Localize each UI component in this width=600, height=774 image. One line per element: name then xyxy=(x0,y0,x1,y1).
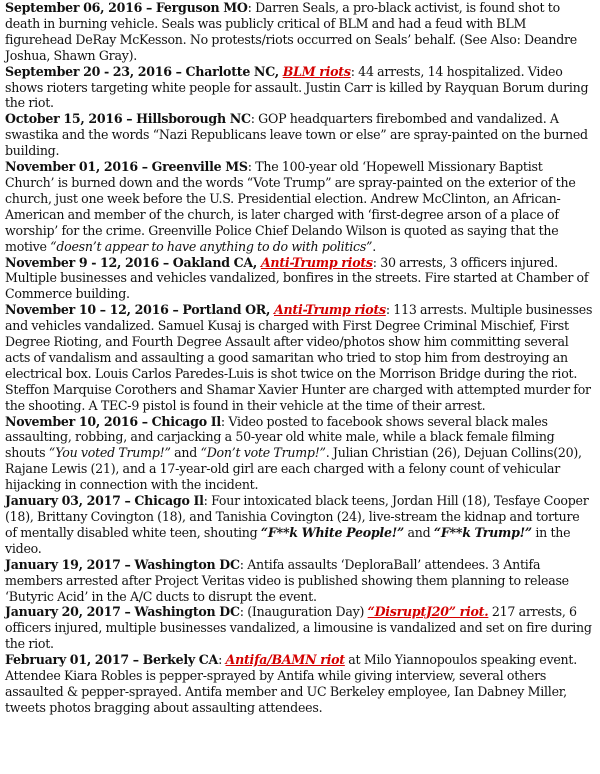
entry-heading: September 20 - 23, 2016 – Charlotte NC, xyxy=(5,63,283,79)
entry-text: 217 arrests, 6 officers injured, multiple businesses vandalized, a limousine is vandalized and set on fire during the riot. xyxy=(5,604,592,652)
entry-oakland xyxy=(5,255,594,303)
entry-text: : 44 arrests, 14 hospitalized. Video shows rioters targeting white people for assault. Justin Carr is killed by Rayquan Borum during the riot. xyxy=(5,63,589,111)
entry-portland xyxy=(5,302,594,413)
entry-text: : Darren Seals, a pro-black activist, is found shot to death in burning vehicle. Seals was publicly critical of BLM and had a feud with BLM figurehead DeRay McKesson. No protests/riots occurred on Seals’ behalf. (See Also: Deandre Joshua, Shawn Gray). xyxy=(5,0,577,63)
entry-quote: “You voted Trump!” xyxy=(48,445,171,461)
disruptj20-riot-link[interactable]: “DisruptJ20” riot. xyxy=(367,604,489,620)
entry-text: : xyxy=(218,652,226,668)
entry-text: and xyxy=(404,524,434,540)
entry-text-end: . xyxy=(372,238,377,254)
entry-quote: “F**k Trump!” xyxy=(433,524,532,540)
entry-text: : 113 arrests. Multiple businesses and vehicles vandalized. Samuel Kusaj is charged with First Degree Criminal Mischief, First Degree Rioting, and Fourth Degree Assault after video/photos show him committing several acts of vandalism and assaulting a good samaritan who tried to stop him from destroying an electrical box. Louis Carlos Paredes-Luis is shot twice on the Morrison Bridge during the riot. Steffon Marquise Corothers and Shamar Xavier Hunter are charged with attempted murder for the shooting. A TEC-9 pistol is found in their vehicle at the time of their arrest. xyxy=(5,302,593,413)
entry-quote: “Don’t vote Trump!” xyxy=(200,445,326,461)
entry-heading: November 9 - 12, 2016 – Oakland CA, xyxy=(5,254,261,270)
entry-text: : The 100-year old ‘Hopewell Missionary Baptist Church’ is burned down and the words “Vote Trump” are spray-painted on the exterior of the church, just one week before the U.S. Presidential election. Andrew McClinton, an African-American and member of the church, is later charged with ‘first-degree arson of a place of worship’ for the crime. Greenville Police Chief Delando Wilson is quoted as saying that the motive xyxy=(5,159,576,254)
entry-text: : Antifa assaults ‘DeploraBall’ attendees. 3 Antifa members arrested after Project Veritas video is published showing them planning to release ‘Butyric Acid’ in the A/C ducts to disrupt the event. xyxy=(5,556,569,604)
entry-heading: November 10, 2016 – Chicago Il xyxy=(5,413,221,429)
entry-quote: “doesn’t appear to have anything to do with politics” xyxy=(50,238,373,254)
entry-chicago-2017 xyxy=(5,493,594,557)
entry-greenville xyxy=(5,159,594,254)
entry-heading: February 01, 2017 – Berkely CA xyxy=(5,652,219,668)
entry-text: and xyxy=(170,445,201,461)
entry-hillsborough xyxy=(5,111,594,159)
entry-heading: September 06, 2016 – Ferguson MO xyxy=(5,0,248,15)
entry-heading: October 15, 2016 – Hillsborough NC xyxy=(5,111,251,127)
entry-heading: January 03, 2017 – Chicago Il xyxy=(5,493,204,509)
entry-text: : 30 arrests, 3 officers injured. Multiple businesses and vehicles vandalized, bonfires in the streets. Fire started at Chamber of Commerce building. xyxy=(5,254,589,302)
entry-text: : Four intoxicated black teens, Jordan Hill (18), Tesfaye Cooper (18), Brittany Covington (18), and Tanishia Covington (24), live-stream the kidnap and torture of mentally disabled white teen, shouting xyxy=(5,493,589,540)
entry-quote: “F**k White People!” xyxy=(260,524,405,540)
anti-trump-riots-link[interactable]: Anti-Trump riots xyxy=(260,254,373,270)
entry-heading: January 20, 2017 – Washington DC xyxy=(5,604,240,620)
entry-charlotte xyxy=(5,64,594,112)
entry-washington-jan19 xyxy=(5,557,594,605)
entry-text: at Milo Yiannopoulos speaking event. Attendee Kiara Robles is pepper-sprayed by Antifa while giving interview, several others assaulted & pepper-sprayed. Antifa member and UC Berkeley employee, Ian Dabney Miller, tweets photos bragging about assaulting attendees. xyxy=(5,652,577,715)
antifa-bamn-riot-link[interactable]: Antifa/BAMN riot xyxy=(225,652,345,668)
entry-text-end: in the video. xyxy=(5,524,571,556)
entry-text: : (Inauguration Day) xyxy=(239,604,368,620)
entry-heading: November 01, 2016 – Greenville MS xyxy=(5,159,248,175)
entry-ferguson xyxy=(5,0,594,64)
entry-text: : GOP headquarters firebombed and vandalized. A swastika and the words “Nazi Republicans leave town or else” are spray-painted on the burned building. xyxy=(5,111,588,159)
entry-washington-jan20 xyxy=(5,604,594,652)
entry-heading: January 19, 2017 – Washington DC xyxy=(5,556,240,572)
entry-chicago-2016 xyxy=(5,414,594,494)
anti-trump-riots-link[interactable]: Anti-Trump riots xyxy=(274,302,386,318)
entry-text-end: . Julian Christian (26), Dejuan Collins(20), Rajane Lewis (21), and a 17-year-old girl are each charged with a felony count of vehicular hijacking in connection with the incident. xyxy=(5,445,582,493)
blm-riots-link[interactable]: BLM riots xyxy=(282,63,351,79)
entry-heading: November 10 – 12, 2016 – Portland OR, xyxy=(5,302,274,318)
entry-text: : Video posted to facebook shows several black males assaulting, robbing, and carjacking a 50-year old white male, while a black female filming shouts xyxy=(5,413,555,461)
entry-berkeley xyxy=(5,652,594,716)
